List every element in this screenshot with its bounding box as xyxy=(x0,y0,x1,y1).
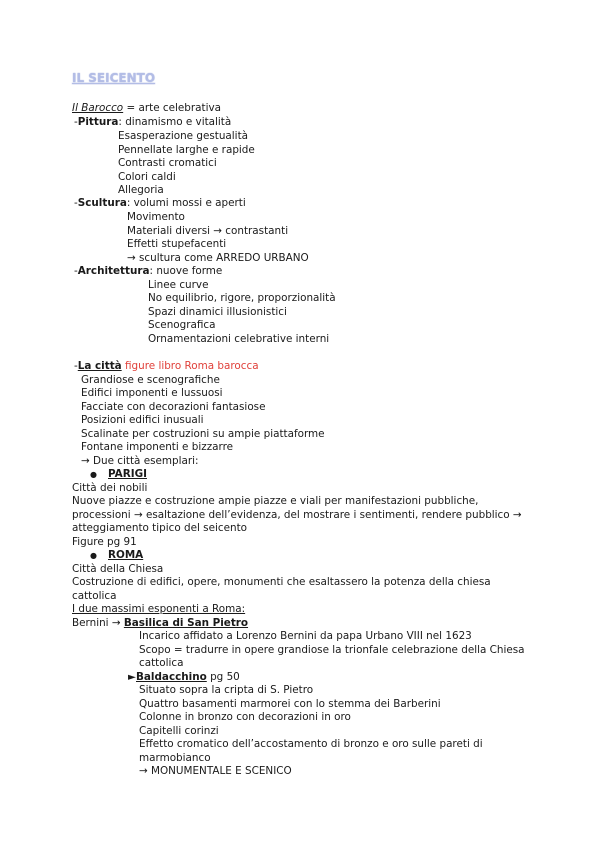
arrow-icon: ► xyxy=(128,671,136,683)
citta-dash: - xyxy=(74,360,78,372)
citta-item: Facciate con decorazioni fantasiose xyxy=(81,401,266,413)
baldacchino-detail: Situato sopra la cripta di S. Pietro xyxy=(139,684,314,696)
parigi-line: atteggiamento tipico del seicento xyxy=(72,522,247,534)
architettura-item: Ornamentazioni celebrative interni xyxy=(148,333,330,345)
page-title: IL SEICENTO xyxy=(72,71,156,85)
architettura-item: Scenografica xyxy=(148,319,216,331)
baldacchino-detail: marmobianco xyxy=(139,752,211,764)
parigi-line: Città dei nobili xyxy=(72,482,148,494)
roma-line: Costruzione di edifici, opere, monumenti che esaltassero la potenza della chiesa xyxy=(72,576,491,588)
roma-heading xyxy=(90,549,143,562)
architettura-item: Linee curve xyxy=(148,279,209,291)
citta-item: Edifici imponenti e lussuosi xyxy=(81,387,223,399)
parigi-line: processioni → esaltazione dell’evidenza, del mostrare i sentimenti, rendere pubblico → xyxy=(72,509,522,521)
pittura-item: Colori caldi xyxy=(118,171,176,183)
parigi-line: Nuove piazze e costruzione ampie piazze e viali per manifestazioni pubbliche, xyxy=(72,495,479,507)
barocco-rest: = arte celebrativa xyxy=(123,102,221,114)
baldacchino-label: Baldacchino xyxy=(136,671,207,683)
pittura-line xyxy=(74,116,231,129)
architettura-item: No equilibrio, rigore, proporzionalità xyxy=(148,292,336,304)
baldacchino-detail: Quattro basamenti marmorei con lo stemma dei Barberini xyxy=(139,698,441,710)
bullet-icon: ● xyxy=(90,470,97,479)
bernini-detail: Incarico affidato a Lorenzo Bernini da papa Urbano VIII nel 1623 xyxy=(139,630,472,642)
bernini-prefix: Bernini → xyxy=(72,617,124,629)
roma-line: cattolica xyxy=(72,590,117,602)
pittura-dash: - xyxy=(74,116,78,128)
architettura-item: Spazi dinamici illusionistici xyxy=(148,306,287,318)
baldacchino-detail: Effetto cromatico dell’accostamento di bronzo e oro sulle pareti di xyxy=(139,738,483,750)
scultura-item: Effetti stupefacenti xyxy=(127,238,227,250)
scultura-label: Scultura xyxy=(77,197,127,209)
roma-label: ROMA xyxy=(108,549,144,561)
architettura-rest: : nuove forme xyxy=(149,265,223,277)
baldacchino-detail: Capitelli corinzi xyxy=(139,725,219,737)
bernini-line xyxy=(72,617,248,630)
citta-item: → Due città esemplari: xyxy=(81,455,199,467)
scultura-item: Movimento xyxy=(127,211,185,223)
pittura-item: Contrasti cromatici xyxy=(118,157,217,169)
baldacchino-detail: → MONUMENTALE E SCENICO xyxy=(139,765,292,777)
citta-item: Grandiose e scenografiche xyxy=(81,374,220,386)
barocco-line xyxy=(72,102,221,115)
baldacchino-line xyxy=(128,671,240,684)
citta-label: La città xyxy=(77,360,122,372)
citta-item: Fontane imponenti e bizzarre xyxy=(81,441,234,453)
scultura-item: Materiali diversi → contrastanti xyxy=(127,225,289,237)
parigi-heading xyxy=(90,468,147,481)
pittura-item: Allegoria xyxy=(118,184,164,196)
citta-item: Posizioni edifici inusuali xyxy=(81,414,204,426)
pittura-label: Pittura xyxy=(77,116,119,128)
scultura-line xyxy=(74,197,246,210)
architettura-dash: - xyxy=(74,265,78,277)
bernini-label: Basilica di San Pietro xyxy=(123,617,249,629)
citta-item: Scalinate per costruzioni su ampie piattaforme xyxy=(81,428,325,440)
parigi-line: Figure pg 91 xyxy=(72,536,137,548)
pittura-rest: : dinamismo e vitalità xyxy=(118,116,232,128)
baldacchino-detail: Colonne in bronzo con decorazioni in oro xyxy=(139,711,351,723)
baldacchino-rest: pg 50 xyxy=(206,671,240,683)
architettura-label: Architettura xyxy=(77,265,150,277)
bullet-icon: ● xyxy=(90,551,97,560)
citta-note: figure libro Roma barocca xyxy=(121,360,259,372)
bernini-detail: Scopo = tradurre in opere grandiose la trionfale celebrazione della Chiesa xyxy=(139,644,525,656)
esponenti-heading: I due massimi esponenti a Roma: xyxy=(72,603,246,615)
architettura-line xyxy=(74,265,222,278)
pittura-item: Pennellate larghe e rapide xyxy=(118,144,255,156)
scultura-item: → scultura come ARREDO URBANO xyxy=(127,252,309,264)
pittura-item: Esasperazione gestualità xyxy=(118,130,249,142)
scultura-dash: - xyxy=(74,197,78,209)
barocco-label: Il Barocco xyxy=(72,102,124,114)
parigi-label: PARIGI xyxy=(108,468,147,480)
bernini-detail: cattolica xyxy=(139,657,184,669)
scultura-rest: : volumi mossi e aperti xyxy=(126,197,246,209)
citta-line xyxy=(74,360,259,373)
roma-line: Città della Chiesa xyxy=(72,563,164,575)
